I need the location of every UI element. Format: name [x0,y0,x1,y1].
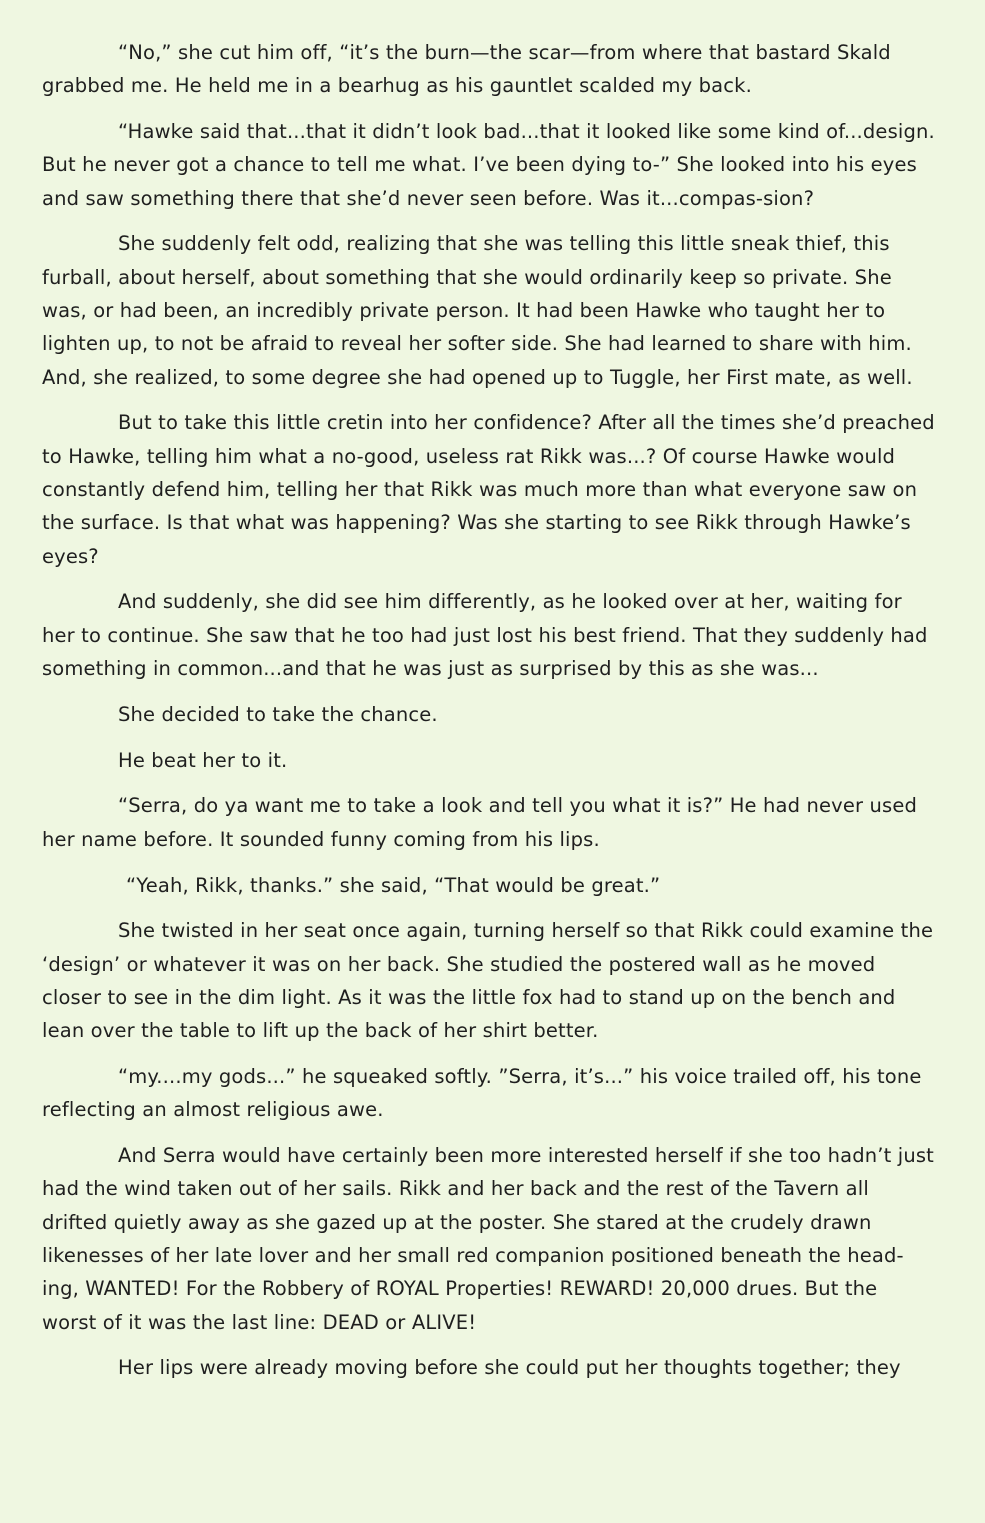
paragraph: She suddenly felt odd, realizing that she was telling this little sneak thief, this furball, about herself, about something that she would ordinarily keep so private. She was, or had been, an incredibly private person. It had been Hawke who taught her to lighten up, to not be afraid to reveal her softer side. She had learned to share with him. And, she realized, to some degree she had opened up to Tuggle, her First mate, as well. [42,232,913,389]
paragraph: “Hawke said that...that it didn’t look bad...that it looked like some kind of...design. But he never got a chance to tell me what. I’ve been dying to-” She looked into his eyes and saw something there that she’d never seen before. Was it...compas-sion? [42,120,935,210]
paragraph: And Serra would have certainly been more interested herself if she too hadn’t just had the wind taken out of her sails. Rikk and her back and the rest of the Tavern all drifted quietly away as she gazed up at the poster. She stared at the crudely drawn likenesses of her late lover and her small red companion positioned beneath the head-ing, WANTED! For the Robbery of ROYAL Properties! REWARD! 20,000 drues. But the worst of it was the last line: DEAD or ALIVE! [42,1144,934,1334]
paragraph: She twisted in her seat once again, turning herself so that Rikk could examine the ‘design’ or whatever it was on her back. She studied the postered wall as he moved closer to see in the dim light. As it was the little fox had to stand up on the bench and lean over the table to lift up the back of her shirt better. [42,919,934,1043]
paragraph: But to take this little cretin into her confidence? After all the times she’d preached to Hawke, telling him what a no-good, useless rat Rikk was...? Of course Hawke would constantly defend him, telling her that Rikk was much more than what everyone saw on the surface. Is that what was happening? Was she starting to see Rikk through Hawke’s eyes? [42,411,935,568]
paragraph: “No,” she cut him off, “it’s the burn—the scar—from where that bastard Skald grabbed me. He held me in a bearhug as his gauntlet scalded my back. [42,41,891,98]
paragraph: “Serra, do ya want me to take a look and tell you what it is?” He had never used her name before. It sounded funny coming from his lips. [42,794,918,851]
paragraph: And suddenly, she did see him differently, as he looked over at her, waiting for her to continue. She saw that he too had just lost his best friend. That they suddenly had something in common...and that he was just as surprised by this as she was... [42,590,928,681]
paragraph: “Yeah, Rikk, thanks.” she said, “That would be great.” [126,873,661,897]
paragraph: She decided to take the chance. [118,702,438,726]
paragraph: He beat her to it. [118,748,288,772]
paragraph: Her lips were already moving before she could put her thoughts together; they [118,1356,901,1380]
paragraph: “my....my gods...” he squeaked softly. ”Serra, it’s...” his voice trailed off, his tone reflecting an almost religious awe. [42,1065,922,1122]
book-page [42,36,937,1397]
